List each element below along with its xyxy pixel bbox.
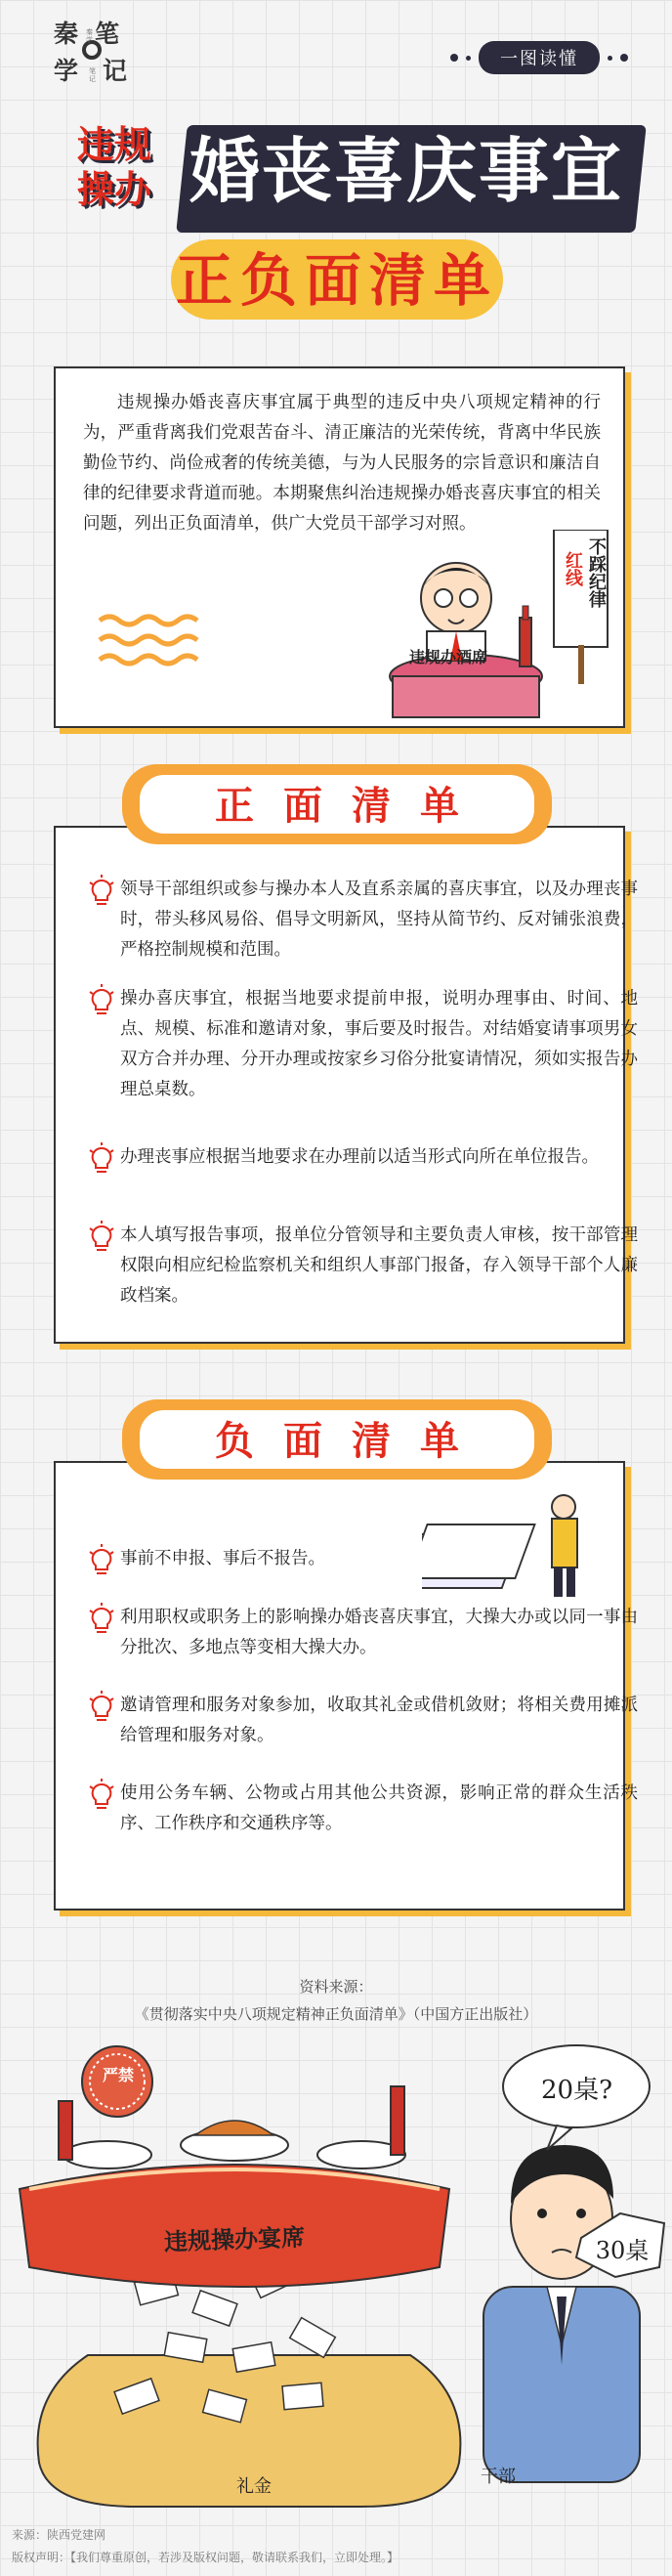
negative-item-text: 事前不申报、事后不报告。	[120, 1549, 325, 1568]
logo-small-1: 秦学	[86, 28, 93, 44]
positive-item	[91, 1221, 638, 1311]
negative-item	[91, 1603, 638, 1663]
dot-icon	[450, 54, 458, 62]
logo-char-3: 学	[54, 57, 79, 85]
negative-heading: 负面清单	[137, 1407, 537, 1472]
title-prefix-line2: 操办	[76, 168, 151, 211]
source-label: 资料来源：	[299, 1978, 373, 1996]
lightbulb-icon	[87, 1603, 116, 1636]
negative-item	[91, 1779, 638, 1839]
dot-icon	[608, 56, 612, 61]
logo-char-4: 记	[103, 57, 128, 85]
positive-list	[54, 875, 638, 1334]
logo-small-2: 笔记	[89, 67, 96, 83]
logo	[54, 15, 132, 87]
header-tag-group	[450, 41, 628, 74]
negative-item	[91, 1544, 638, 1574]
cadre-label: 干部	[481, 2467, 516, 2487]
logo-char-1: 秦	[54, 20, 79, 48]
negative-item-text: 利用职权或职务上的影响操办婚丧喜庆事宜，大操大办或以同一事由分批次、多地点等变相大操大办。	[120, 1608, 638, 1657]
lightbulb-icon	[87, 1691, 116, 1724]
negative-item-text: 使用公务车辆、公物或占用其他公共资源，影响正常的群众生活秩序、工作秩序和交通秩序等。	[120, 1783, 638, 1833]
sign-red-text: 红线	[563, 551, 583, 586]
header-tag: 一图读懂	[479, 41, 600, 74]
dot-icon	[620, 54, 628, 62]
dot-icon	[466, 56, 471, 61]
page-subtitle: 正负面清单	[175, 247, 498, 314]
stamp-text: 严禁	[102, 2066, 134, 2084]
footer-copyright: 版权声明：【我们尊重原创，若涉及版权问题，敬请联系我们，立即处理。】	[12, 2551, 399, 2564]
logo-char-2: 笔	[95, 20, 120, 48]
negative-item	[91, 1691, 638, 1751]
positive-item	[91, 984, 638, 1105]
footer-source: 来源：陕西党建网	[12, 2528, 106, 2542]
speech-bubble-1: 20桌?	[540, 2076, 613, 2105]
speech-bubble-2: 30桌	[595, 2237, 650, 2264]
official-cartoon	[378, 530, 612, 725]
sign-text: 不踩纪律	[586, 537, 607, 608]
positive-heading: 正面清单	[137, 772, 537, 837]
intro-card	[54, 366, 625, 728]
money-bag-label: 礼金	[236, 2476, 272, 2497]
positive-item-text: 本人填写报告事项，报单位分管领导和主要负责人审核，按干部管理权限向相应纪检监察机关和组织人事部门报备，存入领导干部个人廉政档案。	[120, 1225, 638, 1306]
positive-item-text: 办理丧事应根据当地要求在办理前以适当形式向所在单位报告。	[120, 1147, 599, 1167]
intro-text: 违规操办婚丧喜庆事宜属于典型的违反中央八项规定精神的行为，严重背离我们党艰苦奋斗、清正廉洁的光荣传统，背离中华民族勤俭节约、尚俭戒奢的传统美德，与为人民服务的宗旨意识和廉洁自律的纪律要求背道而驰。本期聚焦纠治违规操办婚丧喜庆事宜的相关问题，列出正负面清单，供广大党员干部学习对照。	[83, 393, 601, 534]
wave-decoration-icon	[95, 606, 222, 674]
source-book: 《贯彻落实中央八项规定精神正负面清单》（中国方正出版社）	[134, 2005, 538, 2023]
lightbulb-icon	[87, 1544, 116, 1577]
table-cloth-text: 违规操办宴席	[163, 2223, 306, 2256]
positive-item-text: 操办喜庆事宜，根据当地要求提前申报，说明办理事由、时间、地点、规模、标准和邀请对象，事后要及时报告。对结婚宴请事项男女双方合并办理、分开办理或按家乡习俗分批宴请情况，须如实报告办理总桌数。	[120, 989, 638, 1099]
page-title: 婚丧喜庆事宜	[189, 130, 623, 212]
positive-item	[91, 1142, 638, 1173]
title-prefix-line1: 违规	[76, 123, 151, 166]
positive-item	[91, 875, 638, 966]
positive-item-text: 领导干部组织或参与操办本人及直系亲属的喜庆事宜，以及办理丧事时，带头移风易俗、倡导文明新风，坚持从简节约、反对铺张浪费，严格控制规模和范围。	[120, 880, 638, 960]
lightbulb-icon	[87, 984, 116, 1017]
title-prefix	[61, 122, 168, 212]
lightbulb-icon	[87, 1142, 116, 1176]
negative-item-text: 邀请管理和服务对象参加，收取其礼金或借机敛财；将相关费用摊派给管理和服务对象。	[120, 1696, 638, 1745]
lightbulb-icon	[87, 875, 116, 908]
cartoon-label: 违规办酒席	[409, 648, 488, 666]
lightbulb-icon	[87, 1779, 116, 1812]
lightbulb-icon	[87, 1221, 116, 1254]
negative-list	[54, 1544, 638, 1896]
